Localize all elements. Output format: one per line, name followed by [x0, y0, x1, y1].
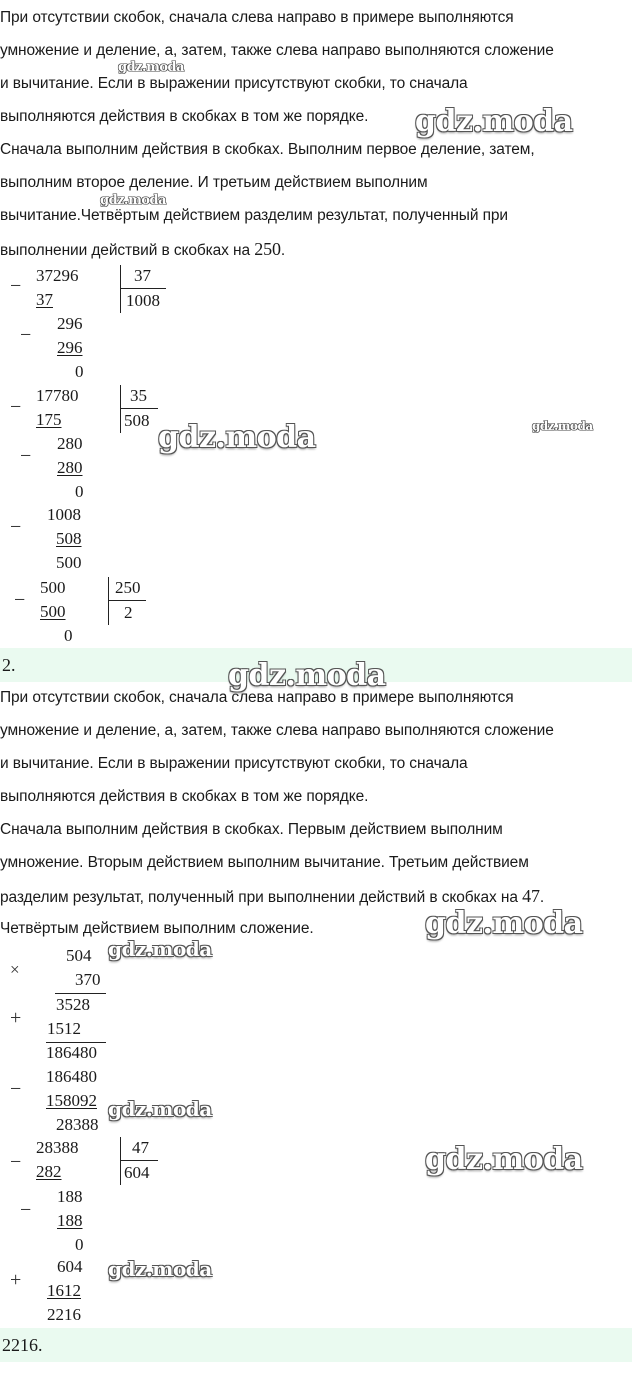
addend: 604: [57, 1257, 83, 1276]
text-fragment: .: [280, 242, 286, 259]
text-line: [0, 239, 285, 261]
text-line: выполняются действия в скобках в том же порядке.: [0, 788, 369, 805]
dividend: 28388: [36, 1138, 79, 1157]
answer: 2216.: [2, 1335, 43, 1355]
minus-sign: −: [14, 589, 26, 611]
watermark: gdz.moda: [158, 420, 316, 455]
text-line: При отсутствии скобок, сначала слева направо в примере выполняются: [0, 689, 514, 706]
subtrahend: 508: [56, 529, 82, 548]
dividend: 500: [40, 578, 66, 597]
minus-sign: −: [20, 1199, 32, 1221]
product: 186480: [46, 1043, 97, 1062]
division-bar: [108, 577, 109, 625]
quotient: 1008: [126, 291, 160, 310]
text-line: умножение и деление, а, затем, также слева направо выполняются сложение: [0, 42, 554, 59]
division-bar: [120, 1137, 121, 1185]
divisor: 35: [130, 386, 147, 405]
watermark: gdz.moda: [108, 937, 212, 961]
remainder: 0: [75, 482, 84, 501]
quotient-line: [120, 1160, 158, 1161]
quotient: 2: [124, 603, 133, 622]
remainder: 280: [57, 434, 83, 453]
partial-product: 1512: [47, 1019, 81, 1038]
text-line: умножение и деление, а, затем, также слева направо выполняются сложение: [0, 722, 554, 739]
subtrahend: 500: [40, 602, 66, 621]
remainder: 0: [64, 626, 73, 645]
watermark: gdz.moda: [108, 1257, 212, 1281]
watermark: gdz.moda: [532, 419, 593, 433]
math-number: 250: [254, 239, 281, 259]
text-line: и вычитание. Если в выражении присутствуют скобки, то сначала: [0, 755, 468, 772]
minus-sign: −: [20, 324, 32, 346]
minus-sign: −: [10, 396, 22, 418]
plus-sign: +: [10, 1007, 22, 1029]
watermark: gdz.moda: [228, 658, 386, 693]
answer-band: [0, 1328, 632, 1362]
text-fragment: .: [539, 889, 545, 906]
remainder: 0: [75, 1235, 84, 1254]
quotient: 508: [124, 411, 150, 430]
watermark: gdz.moda: [415, 104, 573, 139]
factor: 370: [75, 970, 101, 989]
factor: 504: [66, 946, 92, 965]
text-line: Сначала выполним действия в скобках. Первым действием выполним: [0, 821, 503, 838]
subtrahend: 282: [36, 1162, 62, 1181]
subtrahend: 37: [36, 290, 53, 309]
text-line: Сначала выполним действия в скобках. Выполним первое деление, затем,: [0, 141, 535, 158]
math-number: 47: [522, 886, 540, 906]
section-number: 2.: [2, 655, 16, 675]
quotient-line: [108, 600, 146, 601]
watermark: gdz.moda: [108, 1097, 212, 1121]
divisor: 250: [115, 578, 141, 597]
subtrahend: 175: [36, 410, 62, 429]
text-line: При отсутствии скобок, сначала слева направо в примере выполняются: [0, 9, 514, 26]
minus-sign: −: [10, 1078, 22, 1100]
remainder: 296: [57, 314, 83, 333]
line: [55, 993, 106, 994]
divisor: 47: [132, 1138, 149, 1157]
watermark: gdz.moda: [425, 1142, 583, 1177]
text-fragment: выполнении действий в скобках на: [0, 242, 255, 259]
watermark: gdz.moda: [425, 906, 583, 941]
text-line: умножение. Вторым действием выполним вычитание. Третьим действием: [0, 854, 529, 871]
text-line: [0, 886, 544, 908]
minus-sign: −: [10, 275, 22, 297]
watermark: gdz.moda: [118, 60, 185, 75]
times-sign: ×: [10, 960, 20, 979]
minuend: 1008: [47, 505, 81, 524]
remainder: 188: [57, 1187, 83, 1206]
division-bar: [120, 385, 121, 433]
text-line: выполним второе деление. И третьим действием выполним: [0, 174, 428, 191]
text-line: и вычитание. Если в выражении присутствуют скобки, то сначала: [0, 75, 468, 92]
quotient-line: [120, 288, 166, 289]
subtrahend: 296: [57, 338, 83, 357]
plus-sign: +: [10, 1269, 22, 1291]
minus-sign: −: [10, 516, 22, 538]
dividend: 17780: [36, 386, 79, 405]
division-bar: [120, 265, 121, 313]
divisor: 37: [134, 266, 151, 285]
partial-product: 3528: [56, 995, 90, 1014]
text-line: Четвёртым действием выполним сложение.: [0, 920, 314, 937]
sum: 2216: [47, 1305, 81, 1324]
addend: 1612: [47, 1281, 81, 1300]
text-line: выполняются действия в скобках в том же порядке.: [0, 108, 369, 125]
dividend: 37296: [36, 266, 79, 285]
quotient: 604: [124, 1163, 150, 1182]
subtrahend: 188: [57, 1211, 83, 1230]
minus-sign: −: [10, 1151, 22, 1173]
remainder: 0: [75, 362, 84, 381]
watermark: gdz.moda: [100, 193, 167, 208]
quotient-line: [120, 408, 158, 409]
text-fragment: разделим результат, полученный при выполнении действий в скобках на: [0, 889, 523, 906]
difference: 28388: [56, 1115, 99, 1134]
text-line: вычитание.Четвёртым действием разделим результат, полученный при: [0, 207, 508, 224]
difference: 500: [56, 553, 82, 572]
subtrahend: 280: [57, 458, 83, 477]
minuend: 186480: [46, 1067, 97, 1086]
minus-sign: −: [20, 445, 32, 467]
subtrahend: 158092: [46, 1091, 97, 1110]
